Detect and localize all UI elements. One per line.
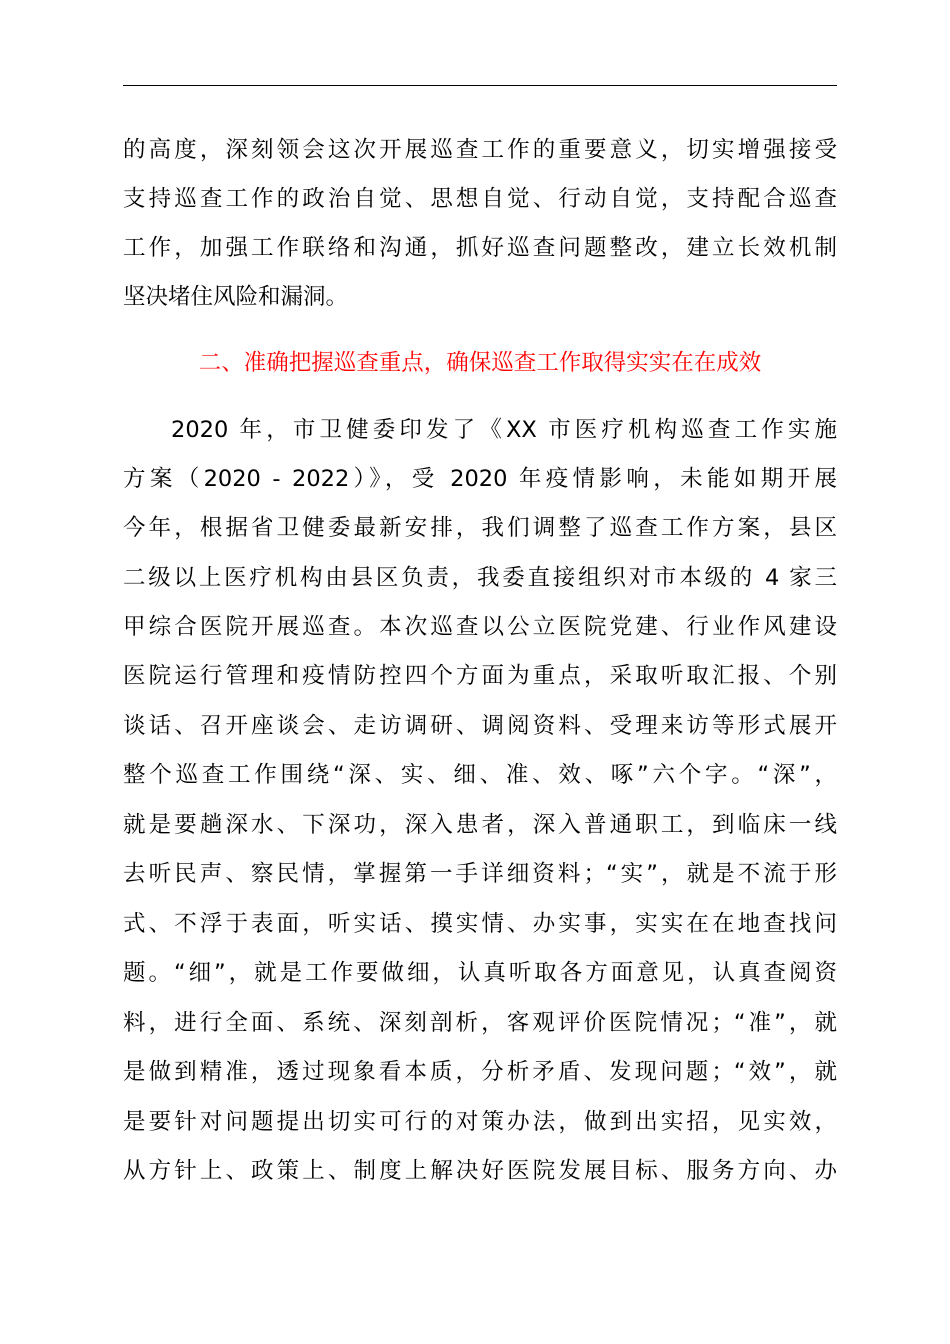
paragraph-2-line-15: 是要针对问题提出切实可行的对策办法，做到出实招，见实效， (123, 1109, 837, 1135)
paragraph-1-line-2: 支持巡查工作的政治自觉、思想自觉、行动自觉，支持配合巡查 (123, 186, 837, 212)
paragraph-2-line-13: 料，进行全面、系统、深刻剖析，客观评价医院情况；“准”，就 (123, 1010, 837, 1036)
header-rule (123, 85, 837, 86)
paragraph-1-line-4: 坚决堵住风险和漏洞。 (123, 284, 349, 310)
paragraph-2-line-2: 方案（2020 - 2022）》，受 2020 年疫情影响，未能如期开展 (123, 466, 837, 492)
paragraph-2-line-12: 题。“细”，就是工作要做细，认真听取各方面意见，认真查阅资 (123, 960, 837, 986)
paragraph-2-line-3: 今年，根据省卫健委最新安排，我们调整了巡查工作方案，县区 (123, 515, 837, 541)
paragraph-2-line-7: 谈话、召开座谈会、走访调研、调阅资料、受理来访等形式展开 (123, 713, 837, 739)
paragraph-2-line-14: 是做到精准，透过现象看本质，分析矛盾、发现问题；“效”，就 (123, 1059, 837, 1085)
paragraph-2-line-6: 医院运行管理和疫情防控四个方面为重点，采取听取汇报、个别 (123, 663, 837, 689)
paragraph-2-line-10: 去听民声、察民情，掌握第一手详细资料；“实”，就是不流于形 (123, 861, 837, 887)
paragraph-2-line-4: 二级以上医疗机构由县区负责，我委直接组织对市本级的 4 家三 (123, 565, 837, 591)
paragraph-2-line-16: 从方针上、政策上、制度上解决好医院发展目标、服务方向、办 (123, 1158, 837, 1184)
paragraph-2-line-9: 就是要趟深水、下深功，深入患者，深入普通职工，到临床一线 (123, 812, 837, 838)
paragraph-2-line-5: 甲综合医院开展巡查。本次巡查以公立医院党建、行业作风建设 (123, 614, 837, 640)
paragraph-1-line-3: 工作，加强工作联络和沟通，抓好巡查问题整改，建立长效机制 (123, 235, 837, 261)
paragraph-2-line-11: 式、不浮于表面，听实话、摸实情、办实事，实实在在地查找问 (123, 911, 837, 937)
paragraph-2-line-1: 2020 年，市卫健委印发了《XX 市医疗机构巡查工作实施 (171, 417, 837, 443)
paragraph-1-line-1: 的高度，深刻领会这次开展巡查工作的重要意义，切实增强接受 (123, 137, 837, 163)
paragraph-2-line-8: 整个巡查工作围绕“深、实、细、准、效、啄”六个字。“深”， (123, 762, 837, 788)
section-heading: 二、准确把握巡查重点，确保巡查工作取得实实在在成效 (198, 350, 762, 376)
